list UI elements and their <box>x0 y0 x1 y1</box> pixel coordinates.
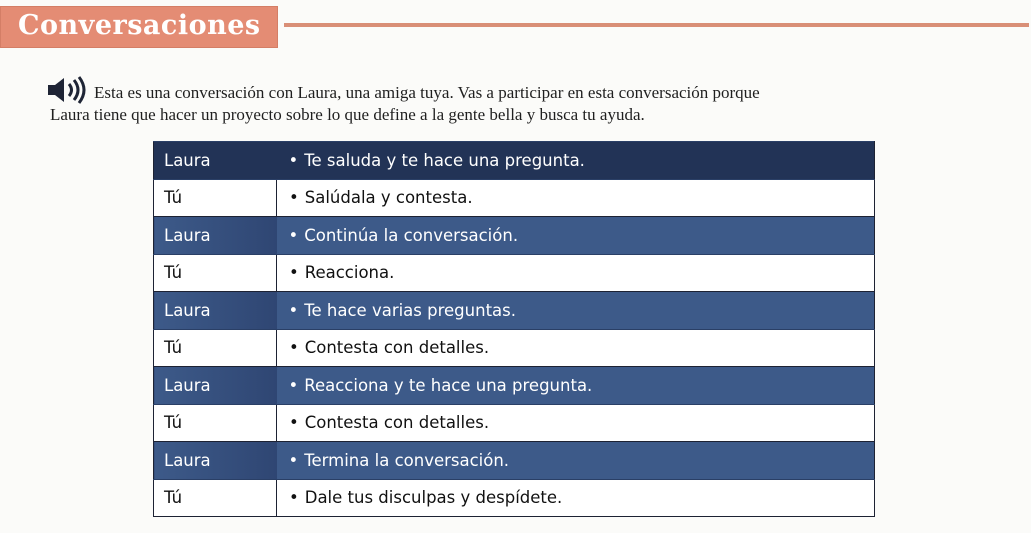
table-row <box>154 142 875 180</box>
speaker-cell: Tú <box>154 479 277 517</box>
table-row <box>154 179 875 217</box>
bullet-icon: • <box>288 375 299 395</box>
instruction-text: Dale tus disculpas y despídete. <box>304 488 563 508</box>
instruction-cell <box>277 329 875 367</box>
bullet-icon: • <box>289 488 299 508</box>
bullet-icon: • <box>288 225 299 245</box>
table-row <box>154 292 875 330</box>
table-row <box>154 329 875 367</box>
instructions-paragraph <box>50 82 970 126</box>
instruction-cell <box>277 292 875 330</box>
instruction-text: Te saluda y te hace una pregunta. <box>304 150 585 170</box>
speaker-cell: Laura <box>154 367 277 405</box>
instruction-text: Te hace varias preguntas. <box>304 300 516 320</box>
instruction-cell <box>277 479 875 517</box>
bullet-icon: • <box>289 413 299 433</box>
table-row <box>154 217 875 255</box>
instruction-cell <box>277 404 875 442</box>
table-row <box>154 404 875 442</box>
speaker-cell: Tú <box>154 179 277 217</box>
instruction-cell <box>277 217 875 255</box>
table-row <box>154 442 875 480</box>
speaker-cell: Laura <box>154 442 277 480</box>
instruction-cell <box>277 367 875 405</box>
instruction-cell <box>277 179 875 217</box>
instruction-text: Reacciona. <box>304 263 395 283</box>
conversation-table <box>153 141 875 517</box>
instruction-text: Termina la conversación. <box>304 450 510 470</box>
bullet-icon: • <box>288 300 299 320</box>
speaker-cell: Tú <box>154 404 277 442</box>
instruction-text: Reacciona y te hace una pregunta. <box>304 375 593 395</box>
speaker-cell: Tú <box>154 329 277 367</box>
table-row <box>154 254 875 292</box>
speaker-cell: Laura <box>154 142 277 180</box>
instruction-cell <box>277 254 875 292</box>
instruction-cell <box>277 142 875 180</box>
speaker-cell: Laura <box>154 292 277 330</box>
section-title: Conversaciones <box>18 10 261 41</box>
bullet-icon: • <box>289 263 299 283</box>
header-divider <box>284 23 1029 27</box>
instructions-line-2: Laura tiene que hacer un proyecto sobre lo que define a la gente bella y busca tu ayuda. <box>50 105 645 124</box>
bullet-icon: • <box>288 450 299 470</box>
speaker-cell: Laura <box>154 217 277 255</box>
instructions-line-1: Esta es una conversación con Laura, una amiga tuya. Vas a participar en esta conversación porque <box>94 83 760 102</box>
speaker-cell: Tú <box>154 254 277 292</box>
bullet-icon: • <box>288 150 299 170</box>
instruction-text: Continúa la conversación. <box>304 225 519 245</box>
table-row <box>154 479 875 517</box>
bullet-icon: • <box>289 188 299 208</box>
instruction-text: Contesta con detalles. <box>304 413 490 433</box>
bullet-icon: • <box>289 338 299 358</box>
section-banner <box>0 6 278 48</box>
instruction-text: Salúdala y contesta. <box>304 188 473 208</box>
instruction-text: Contesta con detalles. <box>304 338 490 358</box>
table-row <box>154 367 875 405</box>
instruction-cell <box>277 442 875 480</box>
